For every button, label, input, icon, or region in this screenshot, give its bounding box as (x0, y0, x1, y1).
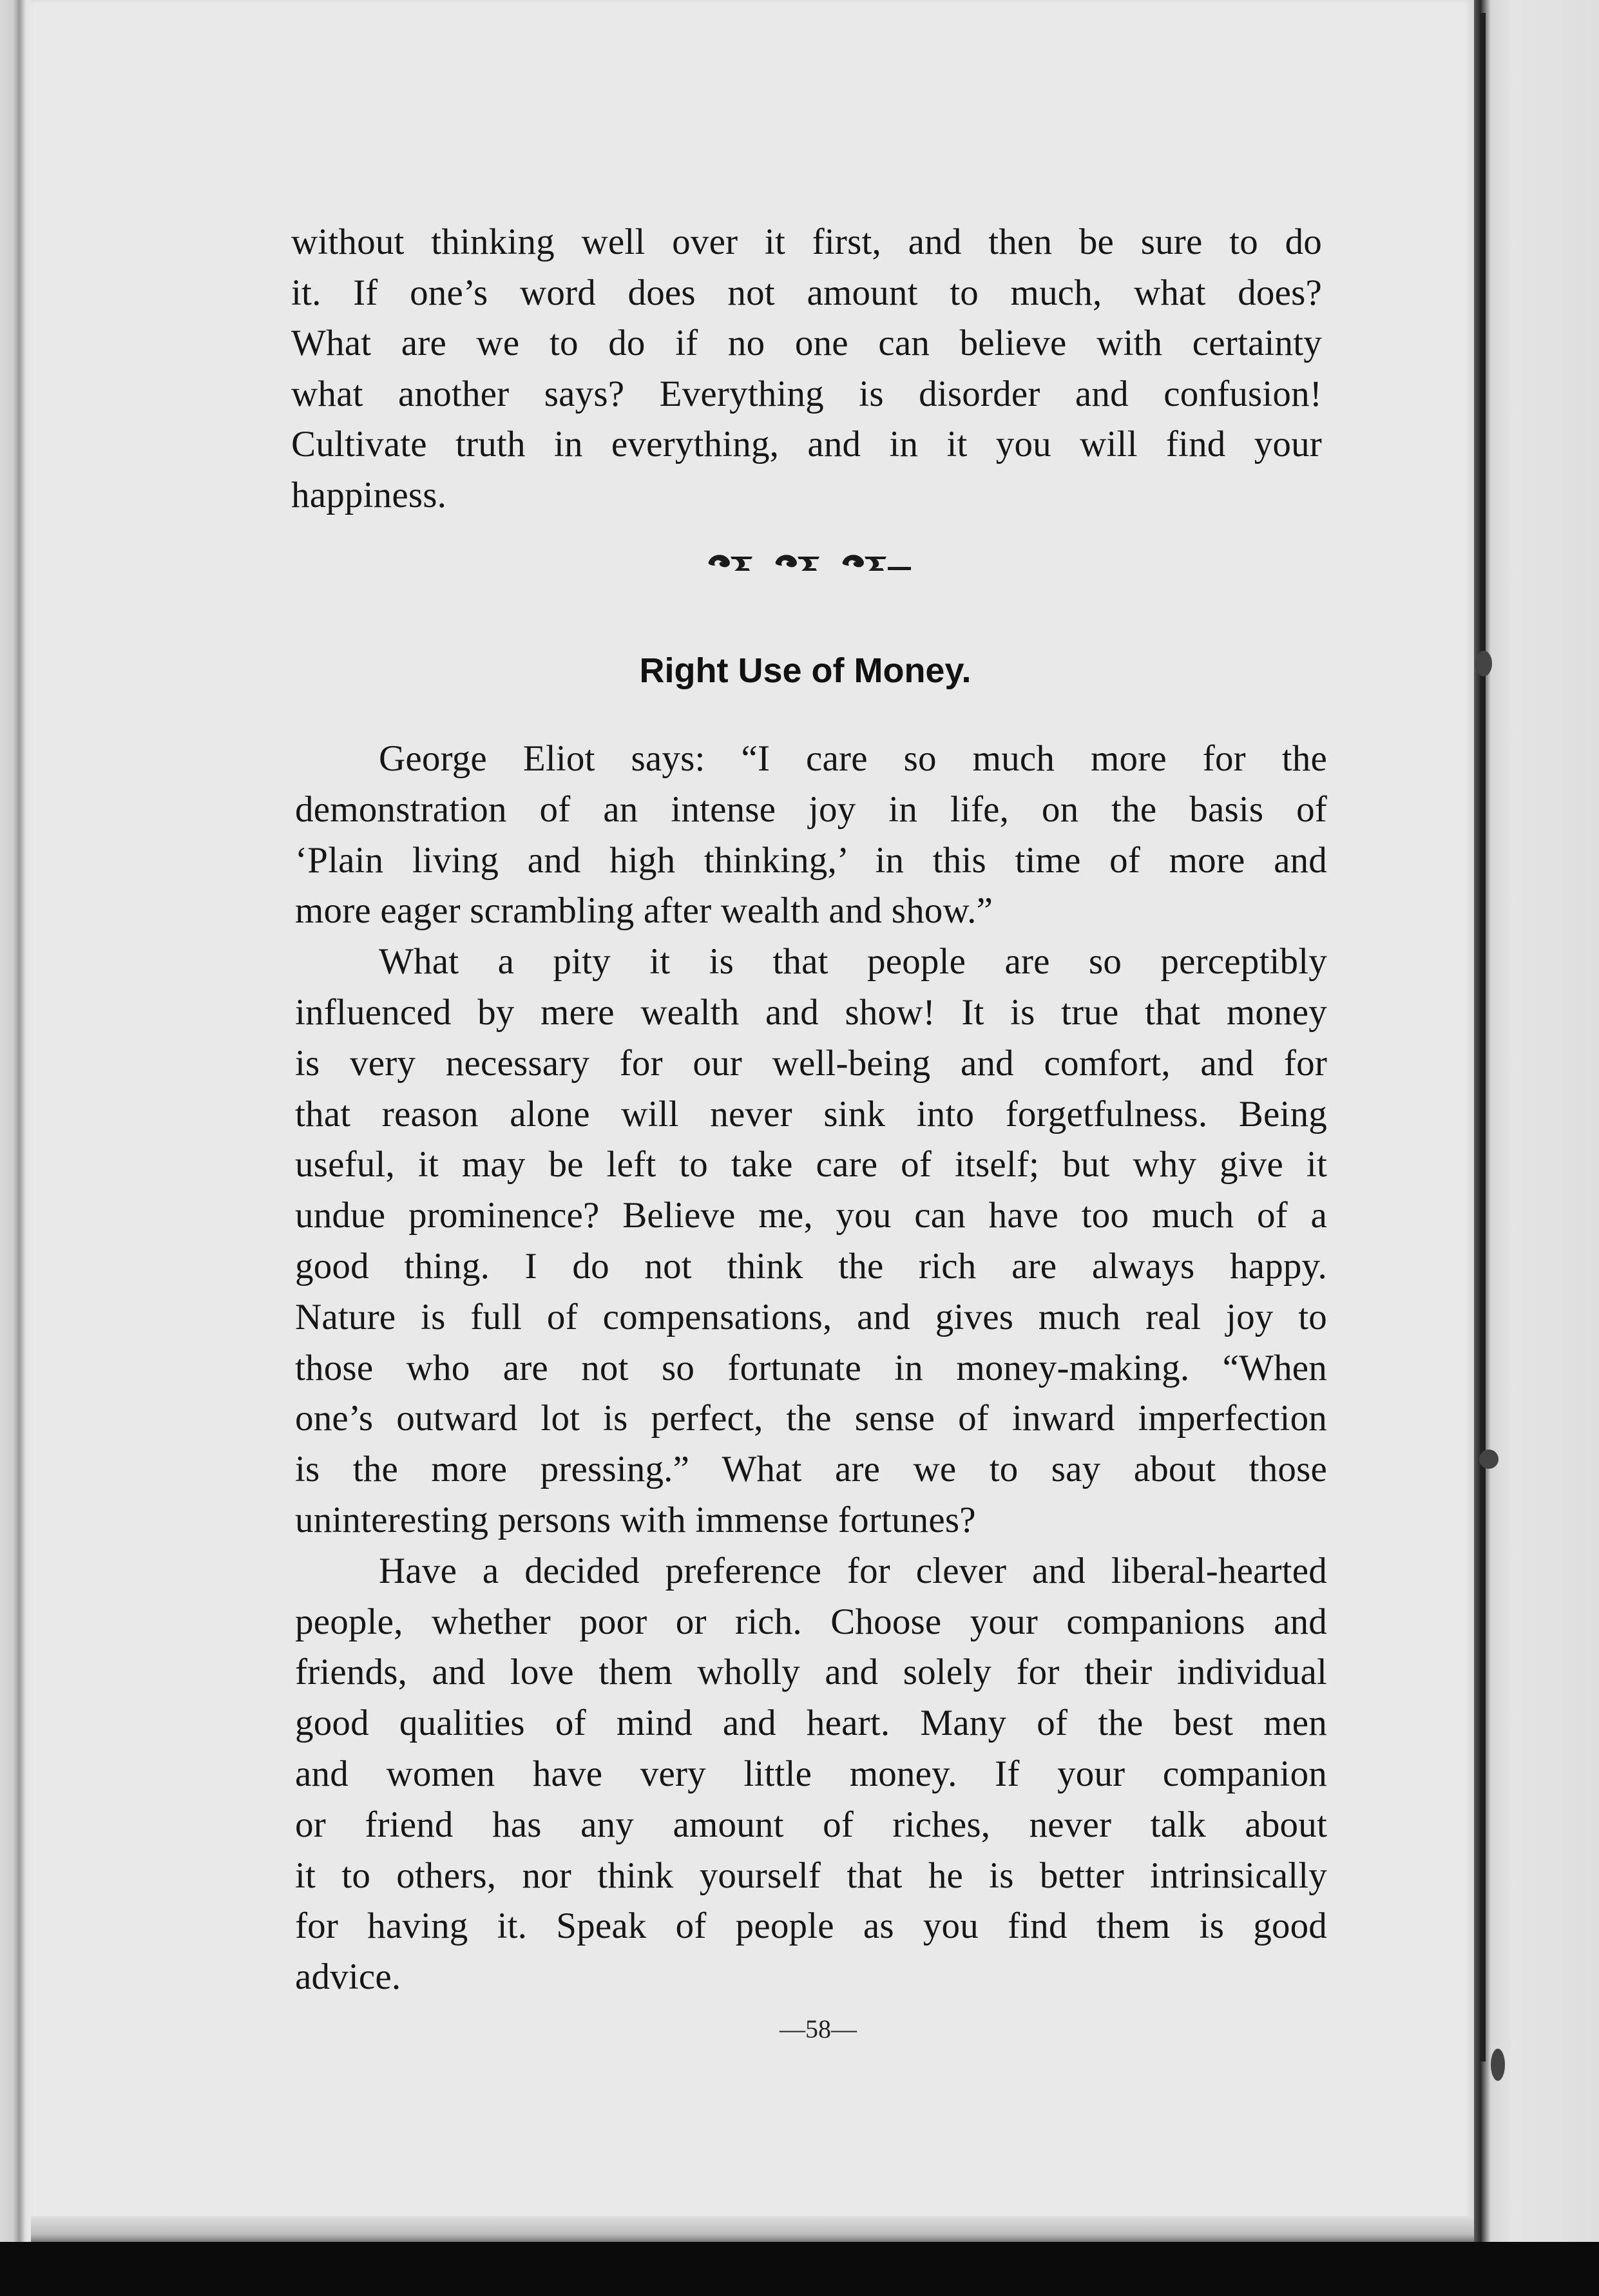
facing-page-strip (1474, 0, 1599, 2242)
scan-bottom-border (0, 2242, 1599, 2296)
text-line: happiness. (291, 474, 447, 515)
text-line: and women have very little money. If your companion (295, 1753, 1327, 1794)
text-line: more eager scrambling after wealth and show.” (295, 890, 993, 932)
text-line: is very necessary for our well-being and comfort, and for (295, 1042, 1327, 1084)
binding-clip-mark (1491, 2049, 1505, 2081)
text-line: advice. (295, 1956, 401, 1998)
text-line: George Eliot says: “I care so much more for the (379, 738, 1327, 779)
text-line: What a pity it is that people are so perceptibly (379, 941, 1327, 982)
text-line: uninteresting persons with immense fortunes? (295, 1499, 976, 1540)
page-left-edge (0, 0, 31, 2296)
text-line: people, whether poor or rich. Choose your companions and (295, 1601, 1327, 1642)
text-line: for having it. Speak of people as you find them is good (295, 1906, 1327, 1947)
page-bottom-edge (31, 2216, 1474, 2242)
text-line: undue prominence? Believe me, you can have too much of a (295, 1195, 1327, 1236)
text-line: useful, it may be left to take care of itself; but why give it (295, 1144, 1327, 1185)
text-line: or friend has any amount of riches, never talk about (295, 1804, 1327, 1845)
text-line: friends, and love them wholly and solely for their individual (295, 1652, 1327, 1693)
text-line: What are we to do if no one can believe with certainty (291, 323, 1322, 363)
text-line: influenced by mere wealth and show! It is true that money (295, 991, 1327, 1033)
text-line: without thinking well over it first, and then be sure to do (291, 222, 1322, 262)
text-line: one’s outward lot is perfect, the sense of inward imperfection (295, 1398, 1327, 1439)
text-line: Nature is full of compensations, and gives much real joy to (295, 1296, 1327, 1337)
page-number: —58— (780, 2014, 857, 2043)
text-line: Have a decided preference for clever and liberal-hearted (379, 1550, 1327, 1591)
top-paragraph (291, 217, 1322, 521)
scroll-ornament-icon (704, 548, 916, 573)
text-line: ‘Plain living and high thinking,’ in this time of more and (295, 839, 1327, 881)
text-line: it. If one’s word does not amount to much, what does? (291, 272, 1322, 313)
binding-clip-mark (1475, 651, 1492, 676)
text-line: good thing. I do not think the rich are always happy. (295, 1245, 1327, 1287)
text-line: is the more pressing.” What are we to say about those (295, 1449, 1327, 1490)
text-line: that reason alone will never sink into forgetfulness. Being (295, 1093, 1327, 1134)
main-text (295, 734, 1327, 2003)
text-line: what another says? Everything is disorder and confusion! (291, 373, 1322, 414)
text-line: those who are not so fortunate in money-making. “When (295, 1347, 1327, 1388)
section-heading: Right Use of Money. (639, 651, 972, 690)
binding-clip-mark (1479, 1449, 1498, 1469)
text-line: good qualities of mind and heart. Many of the best men (295, 1703, 1327, 1744)
text-line: it to others, nor think yourself that he is better intrinsically (295, 1855, 1327, 1896)
text-line: demonstration of an intense joy in life, on the basis of (295, 789, 1327, 830)
binding-spine (1480, 13, 1486, 2062)
text-line: Cultivate truth in everything, and in it you will find your (291, 424, 1322, 464)
